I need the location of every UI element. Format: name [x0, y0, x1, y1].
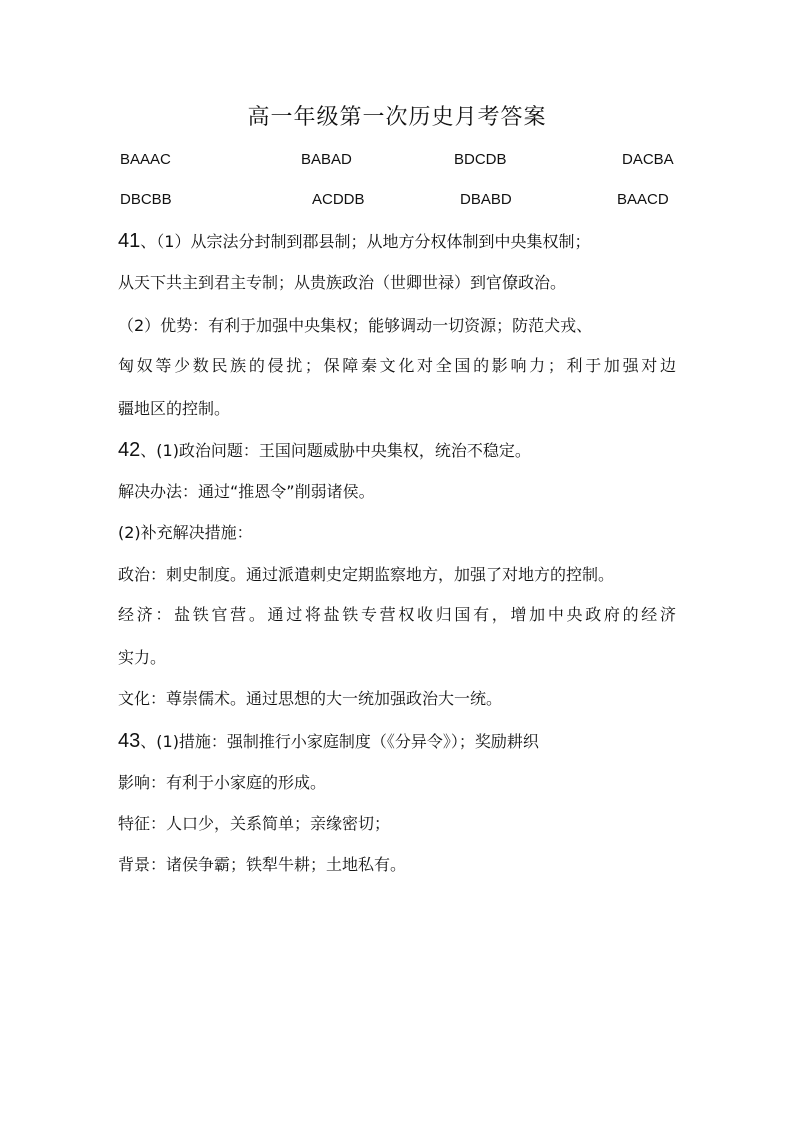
q41-line-3: （2）优势：有利于加强中央集权；能够调动一切资源；防范犬戎、 [118, 316, 593, 335]
page-title: 高一年级第一次历史月考答案 [247, 105, 547, 130]
answer-row-2 [120, 188, 680, 212]
answer-group: BAAAC [120, 151, 171, 168]
answer-group: DBABD [460, 191, 512, 208]
q42-line-1 [118, 437, 531, 464]
question-separator: 、 [140, 232, 157, 251]
question-number: 43 [118, 730, 141, 752]
q43-line-1 [118, 728, 539, 755]
q43-text: (1)措施：强制推行小家庭制度（《分异令》）；奖励耕织 [156, 732, 539, 751]
answer-group: DACBA [622, 151, 674, 168]
answer-group: BDCDB [454, 151, 507, 168]
q43-line-3: 特征：人口少，关系简单；亲缘密切； [118, 814, 391, 833]
answer-group: ACDDB [312, 191, 365, 208]
q42-line-4: 政治：刺史制度。通过派遣刺史定期监察地方，加强了对地方的控制。 [118, 565, 615, 584]
question-number: 41 [118, 230, 141, 252]
q41-line-2: 从天下共主到君主专制；从贵族政治（世卿世禄）到官僚政治。 [118, 273, 567, 292]
answer-group: BAACD [617, 191, 669, 208]
q42-text: (1)政治问题：王国问题威胁中央集权，统治不稳定。 [156, 441, 531, 460]
q42-line-2: 解决办法：通过“推恩令”削弱诸侯。 [118, 482, 375, 501]
q42-line-7: 文化：尊崇儒术。通过思想的大一统加强政治大一统。 [118, 689, 503, 708]
question-number: 42 [118, 439, 141, 461]
q41-line-4: 匈奴等少数民族的侵扰；保障秦文化对全国的影响力；利于加强对边 [118, 356, 676, 375]
answer-group: BABAD [301, 151, 352, 168]
q41-text: （1）从宗法分封制到郡县制；从地方分权体制到中央集权制； [156, 232, 591, 251]
q42-line-3: (2)补充解决措施： [118, 523, 253, 542]
q41-line-1 [118, 228, 590, 255]
question-separator: 、 [140, 441, 157, 460]
q41-line-5: 疆地区的控制。 [118, 399, 231, 418]
q42-line-6: 实力。 [118, 648, 167, 667]
q43-line-4: 背景：诸侯争霸；铁犁牛耕；土地私有。 [118, 855, 407, 874]
question-separator: 、 [140, 732, 157, 751]
answer-group: DBCBB [120, 191, 172, 208]
q42-line-5: 经济：盐铁官营。通过将盐铁专营权收归国有，增加中央政府的经济 [118, 605, 676, 624]
q43-line-2: 影响：有利于小家庭的形成。 [118, 773, 327, 792]
answer-row-1 [120, 148, 680, 172]
